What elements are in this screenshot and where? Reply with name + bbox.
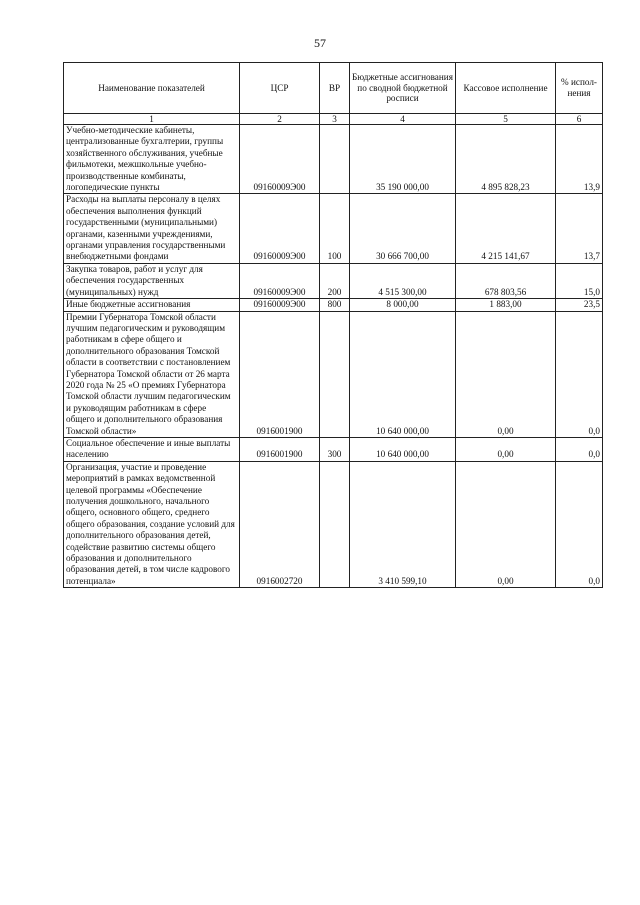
row-budget: 10 640 000,00 [350, 437, 456, 461]
column-number: 1 [64, 114, 240, 125]
row-cash: 0,00 [456, 437, 556, 461]
row-csr: 0916002720 [240, 461, 320, 587]
table-row [64, 461, 603, 587]
column-number: 2 [240, 114, 320, 125]
table-row [64, 263, 603, 298]
header-csr: ЦСР [240, 63, 320, 114]
row-cash: 1 883,00 [456, 299, 556, 311]
row-percent: 15,0 [556, 263, 603, 298]
row-name: Иные бюджетные ассигнования [64, 299, 240, 311]
row-name: Закупка товаров, работ и услуг для обеспечения государственных (муниципальных) нужд [64, 263, 240, 298]
row-cash: 0,00 [456, 461, 556, 587]
row-vr: 300 [320, 437, 350, 461]
row-vr [320, 461, 350, 587]
row-csr: 09160009Э00 [240, 194, 320, 263]
header-budget: Бюджетные ассигнования по сводной бюджетной росписи [350, 63, 456, 114]
column-number: 5 [456, 114, 556, 125]
header-name: Наименование показателей [64, 63, 240, 114]
page-number: 57 [314, 36, 326, 50]
row-budget: 10 640 000,00 [350, 311, 456, 437]
row-budget: 8 000,00 [350, 299, 456, 311]
table-row [64, 311, 603, 437]
table-row [64, 299, 603, 311]
row-cash: 0,00 [456, 311, 556, 437]
row-vr [320, 311, 350, 437]
row-name: Учебно-методические кабинеты, централизованные бухгалтерии, группы хозяйственного обслуживания, учебные фильмотеки, межшкольные учебно-производственные комбинаты, логопедические пункты [64, 125, 240, 194]
header-cash: Кассовое исполнение [456, 63, 556, 114]
budget-execution-table [63, 62, 603, 588]
row-vr: 800 [320, 299, 350, 311]
table-row [64, 194, 603, 263]
row-percent: 0,0 [556, 437, 603, 461]
row-percent: 13,7 [556, 194, 603, 263]
row-percent: 23,5 [556, 299, 603, 311]
row-budget: 4 515 300,00 [350, 263, 456, 298]
row-csr: 0916001900 [240, 437, 320, 461]
column-number: 3 [320, 114, 350, 125]
row-csr: 09160009Э00 [240, 125, 320, 194]
row-percent: 13,9 [556, 125, 603, 194]
column-number-row [64, 114, 603, 125]
row-name: Организация, участие и проведение мероприятий в рамках ведомственной целевой программы «Обеспечение получения дошкольного, начального общего, основного общего, среднего общего образования, создание условий для дополнительного образования детей, содействие развитию системы общего образования и дополнительного образования детей, в том числе кадрового потенциала» [64, 461, 240, 587]
column-number: 6 [556, 114, 603, 125]
row-name: Премии Губернатора Томской области лучшим педагогическим и руководящим работникам в сфере общего и дополнительного образования Томской области в соответствии с постановлением Губернатора Томской области от 26 марта 2020 года № 25 «О премиях Губернатора Томской области лучшим педагогическим и руководящим работникам в сфере общего и дополнительного образования Томской области» [64, 311, 240, 437]
table-row [64, 437, 603, 461]
row-cash: 678 803,56 [456, 263, 556, 298]
table-row [64, 125, 603, 194]
row-percent: 0,0 [556, 461, 603, 587]
row-budget: 3 410 599,10 [350, 461, 456, 587]
row-budget: 35 190 000,00 [350, 125, 456, 194]
row-vr: 200 [320, 263, 350, 298]
table-header-row [64, 63, 603, 114]
row-csr: 09160009Э00 [240, 299, 320, 311]
row-cash: 4 895 828,23 [456, 125, 556, 194]
row-cash: 4 215 141,67 [456, 194, 556, 263]
row-name: Социальное обеспечение и иные выплаты населению [64, 437, 240, 461]
column-number: 4 [350, 114, 456, 125]
row-vr: 100 [320, 194, 350, 263]
header-vr: ВР [320, 63, 350, 114]
row-name: Расходы на выплаты персоналу в целях обеспечения выполнения функций государственными (муниципальными) органами, казенными учреждениями, органами управления государственными внебюджетными фондами [64, 194, 240, 263]
header-percent: % испол-нения [556, 63, 603, 114]
row-vr [320, 125, 350, 194]
row-percent: 0,0 [556, 311, 603, 437]
row-csr: 0916001900 [240, 311, 320, 437]
row-budget: 30 666 700,00 [350, 194, 456, 263]
row-csr: 09160009Э00 [240, 263, 320, 298]
